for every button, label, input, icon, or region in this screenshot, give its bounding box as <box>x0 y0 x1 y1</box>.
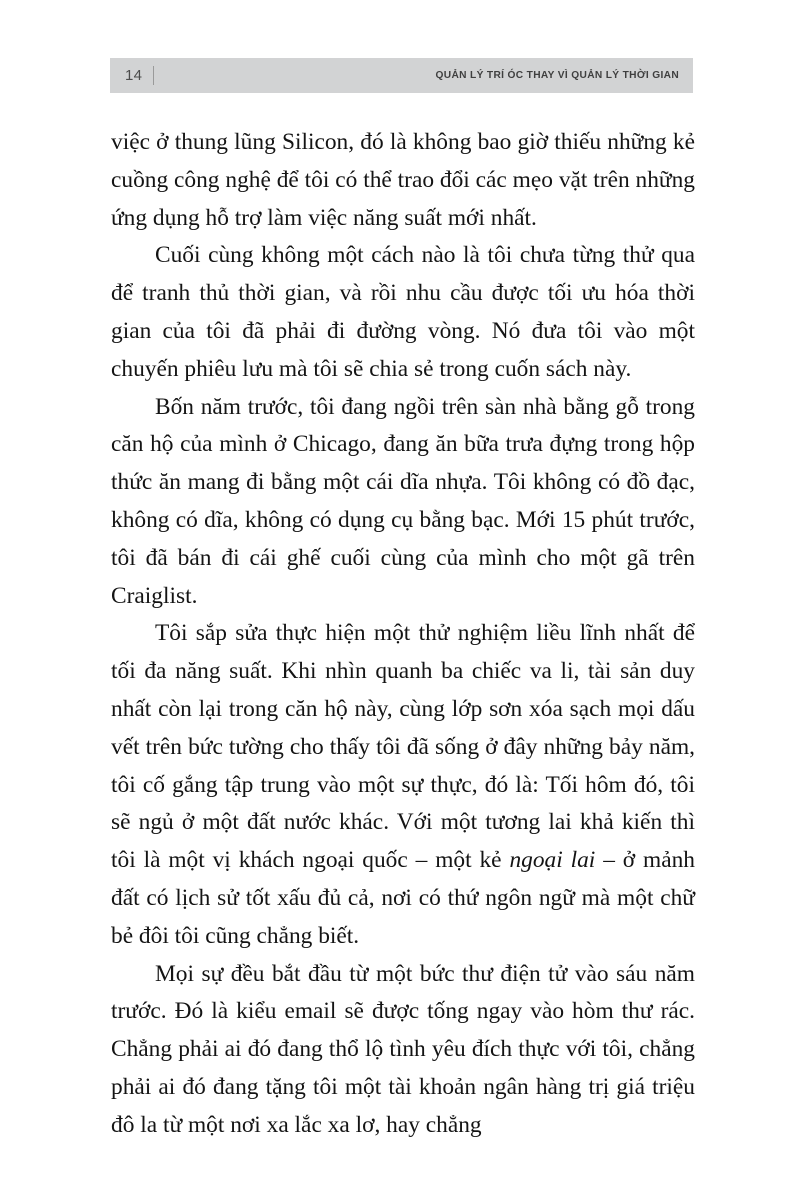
paragraph-3: Bốn năm trước, tôi đang ngồi trên sàn nhà bằng gỗ trong căn hộ của mình ở Chicago, đang ăn bữa trưa đựng trong hộp thức ăn mang đi bằng một cái dĩa nhựa. Tôi không có đồ đạc, không có dĩa, không có dụng cụ bằng bạc. Mới 15 phút trước, tôi đã bán đi cái ghế cuối cùng của mình cho một gã trên Craiglist. <box>111 393 695 609</box>
page-number: 14 <box>125 66 143 84</box>
paragraph-4-emphasis-ngoai-lai: ngoại lai <box>509 847 596 874</box>
paragraph-4-part-a: Tôi sắp sửa thực hiện một thử nghiệm liều lĩnh nhất để tối đa năng suất. Khi nhìn quanh ba chiếc va li, tài sản duy nhất còn lại trong căn hộ này, cùng lớp sơn xóa sạch mọi dấu vết trên bức tường cho thấy tôi đã sống ở đây những bảy năm, tôi cố gắng tập trung vào một sự thực, đó là: Tối hôm đó, tôi sẽ ngủ ở một đất nước khác. Với một tương lai khả kiến thì tôi là một vị khách ngoại quốc – một kẻ <box>111 620 695 874</box>
paragraph-5: Mọi sự đều bắt đầu từ một bức thư điện tử vào sáu năm trước. Đó là kiểu email sẽ được tống ngay vào hòm thư rác. Chẳng phải ai đó đang thổ lộ tình yêu đích thực với tôi, chẳng phải ai đó đang tặng tôi một tài khoản ngân hàng trị giá triệu đô la từ một nơi xa lắc xa lơ, hay chẳng <box>111 960 695 1138</box>
paragraph-2: Cuối cùng không một cách nào là tôi chưa từng thử qua để tranh thủ thời gian, và rồi nhu cầu được tối ưu hóa thời gian của tôi đã phải đi đường vòng. Nó đưa tôi vào một chuyến phiêu lưu mà tôi sẽ chia sẻ trong cuốn sách này. <box>111 242 695 382</box>
running-head-title: QUẢN LÝ TRÍ ÓC THAY VÌ QUẢN LÝ THỜI GIAN <box>435 69 679 82</box>
paragraph-1: việc ở thung lũng Silicon, đó là không bao giờ thiếu những kẻ cuồng công nghệ để tôi có thể trao đổi các mẹo vặt trên những ứng dụng hỗ trợ làm việc năng suất mới nhất. <box>111 129 695 231</box>
paragraph-4-part-b: – ở mảnh đất có lịch sử tốt xấu đủ cả, nơi có thứ ngôn ngữ mà một chữ bẻ đôi tôi cũng chẳng biết. <box>111 847 695 949</box>
page-body-text <box>111 124 695 1145</box>
running-header-band <box>110 58 693 93</box>
folio-separator-rule <box>153 66 154 85</box>
paragraph-4 <box>111 615 695 955</box>
